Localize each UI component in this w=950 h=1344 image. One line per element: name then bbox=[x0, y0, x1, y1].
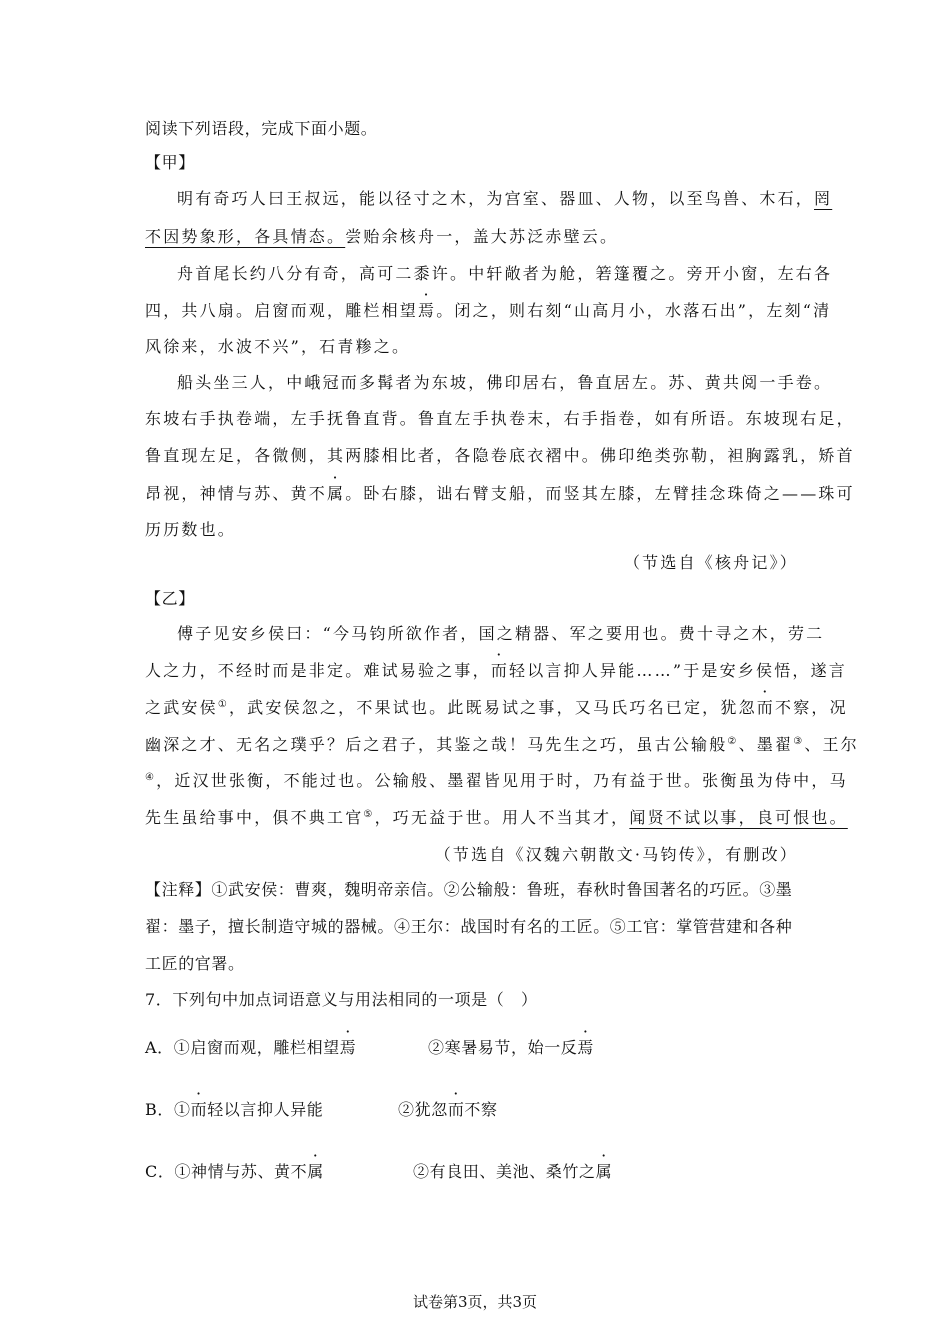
section-jia-label: 【甲】 bbox=[145, 153, 195, 172]
notes-line1: 【注释】①武安侯：曹爽，魏明帝亲信。②公输般：鲁班，春秋时鲁国著名的巧匠。③墨 bbox=[145, 880, 793, 899]
jia-source: （节选自《核舟记》） bbox=[623, 553, 798, 572]
yi-line3: 之武安侯①，武安侯忽之，不果试也。此既易试之事，又马氏巧名已定，犹忽而不察，况 bbox=[145, 698, 848, 717]
jia-p2-line3: 风徐来，水波不兴”，石青糁之。 bbox=[145, 337, 411, 356]
jia-p3-line2: 东坡右手执卷端，左手抚鲁直背。鲁直左手执卷末，右手指卷，如有所语。东坡现右足， bbox=[145, 409, 855, 428]
question-stem: 7．下列句中加点词语意义与用法相同的一项是（ ） bbox=[145, 990, 538, 1009]
jia-p3-line1: 船头坐三人，中峨冠而多髯者为东坡，佛印居右，鲁直居左。苏、黄共阅一手卷。 bbox=[177, 373, 833, 392]
jia-p3-line3: 鲁直现左足，各微侧，其两膝相比者，各隐卷底衣褶中。佛印绝类弥勒，袒胸露乳，矫首 bbox=[145, 446, 855, 465]
jia-p3-line5: 历历数也。 bbox=[145, 520, 237, 539]
option-b: B．①而轻以言抑人异能 ②犹忽而不察 bbox=[145, 1100, 498, 1119]
option-c: C．①神情与苏、黄不属 ②有良田、美池、桑竹之属 bbox=[145, 1162, 613, 1181]
notes-line3: 工匠的官署。 bbox=[145, 954, 245, 973]
jia-p2-line2: 四，共八扇。启窗而观，雕栏相望焉。闭之，则右刻“山高月小，水落石出”，左刻“清 bbox=[145, 301, 832, 320]
section-yi-label: 【乙】 bbox=[145, 589, 195, 608]
yi-line1: 傅子见安乡侯曰：“今马钧所欲作者，国之精器、军之要用也。费十寻之木，劳二 bbox=[177, 624, 825, 643]
jia-p1-line1: 明有奇巧人曰王叔远，能以径寸之木，为宫室、器皿、人物，以至鸟兽、木石，罔 bbox=[177, 189, 833, 208]
instruction: 阅读下列语段，完成下面小题。 bbox=[145, 119, 378, 138]
yi-line6: 先生虽给事中，俱不典工官⑤，巧无益于世。用人不当其才，闻贤不试以事，良可恨也。 bbox=[145, 808, 848, 827]
yi-line2: 人之力，不经时而是非定。难试易验之事，而轻以言抑人异能……”于是安乡侯悟，遂言 bbox=[145, 661, 847, 680]
yi-source: （节选自《汉魏六朝散文·马钧传》，有删改） bbox=[434, 845, 798, 864]
notes-line2: 翟：墨子，擅长制造守城的器械。④王尔：战国时有名的工匠。⑤工官：掌管营建和各种 bbox=[145, 917, 793, 936]
jia-p2-line1: 舟首尾长约八分有奇，高可二黍许。中轩敞者为舱，箬篷覆之。旁开小窗，左右各 bbox=[177, 264, 833, 283]
jia-p1-line2: 不因势象形，各具情态。尝贻余核舟一，盖大苏泛赤壁云。 bbox=[145, 227, 619, 246]
jia-p3-line4: 昂视，神情与苏、黄不属。卧右膝，诎右臂支船，而竖其左膝，左臂挂念珠倚之——珠可 bbox=[145, 484, 855, 503]
option-a: A．①启窗而观，雕栏相望焉 ②寒暑易节，始一反焉 bbox=[145, 1038, 595, 1057]
yi-line4: 幽深之才、无名之璞乎？后之君子，其鉴之哉！马先生之巧，虽古公输般②、墨翟③、王尔 bbox=[145, 735, 859, 754]
page-footer: 试卷第3页，共3页 bbox=[412, 1293, 538, 1311]
yi-line5: ④，近汉世张衡，不能过也。公输般、墨翟皆见用于时，乃有益于世。张衡虽为侍中，马 bbox=[145, 771, 848, 790]
